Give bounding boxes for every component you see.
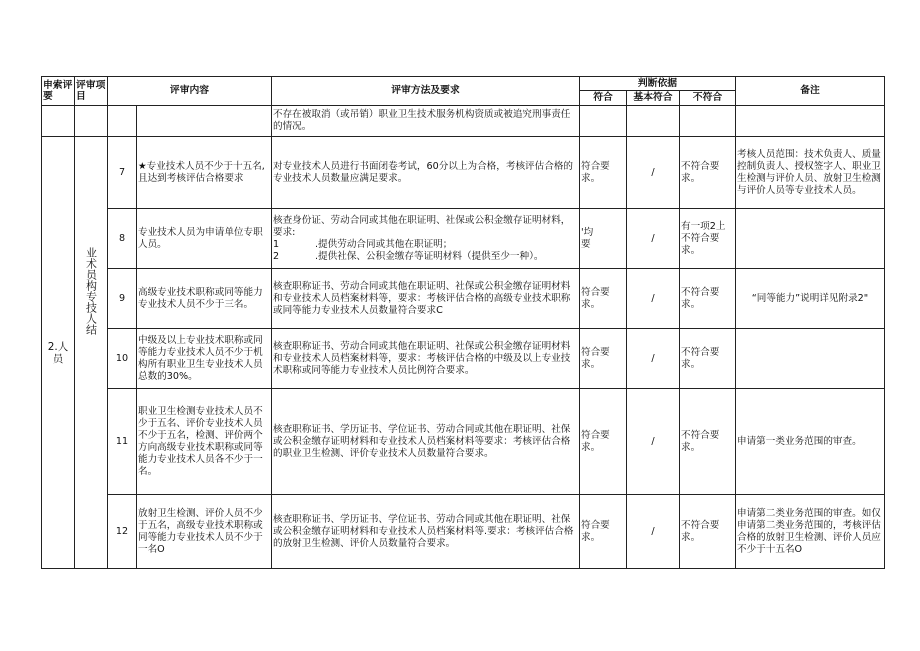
method-item: 2 .提供社保、公积金缴存等证明材料（提供至少一种）。 [273, 250, 544, 262]
row-remarks [736, 329, 885, 389]
row-conform: '均要 [580, 209, 627, 269]
row-basic: / [627, 137, 680, 209]
header-judgement: 判断依据 [580, 77, 736, 91]
row-remarks: 申请第一类业务范围的审查。 [736, 389, 885, 495]
row-method: 核查职称证书、学历证书、学位证书、劳动合同或其他在职证明、社保或公积金缴存证明材料和专业技术人员档案材料等要求：考核评估合格的职业卫生检测、评价专业技术人员数量符合要求。 [272, 389, 580, 495]
row-number: 11 [108, 389, 137, 495]
row-method: 核查职称证书、劳动合同或其他在职证明、社保或公积金缴存证明材料和专业技术人员档案材料等，要求：考核评估合格的高级专业技术职称或同等能力专业技术人员数量符合要求C [272, 269, 580, 329]
row-conform: 符合要求。 [580, 389, 627, 495]
row-basic: / [627, 269, 680, 329]
row-content: ★专业技术人员不少于十五名,且达到考核评估合格要求 [137, 137, 272, 209]
row-method: 核查职称证书、学历证书、学位证书、劳动合同或其他在职证明、社保或公积金缴存证明材料和专业技术人员档案材料等.要求：考核评估合格的放射卫生检测、评价人员数量符合要求。 [272, 495, 580, 569]
header-nonconform: 不符合 [680, 91, 736, 106]
section-sublabel: 业术员构专技人结 [75, 137, 108, 569]
row-nonconform: 不符合要求。 [680, 137, 736, 209]
row-content: 中级及以上专业技术职称或同等能力专业技术人员不少于机构所有职业卫生专业技术人员总数的30%。 [137, 329, 272, 389]
section-label: 2.人员 [42, 137, 75, 569]
table-row [42, 209, 885, 269]
table-row [42, 137, 885, 209]
table-row [42, 389, 885, 495]
row-content: 高级专业技术职称或同等能力专业技术人员不少于三名。 [137, 269, 272, 329]
table-row [42, 329, 885, 389]
table-row [42, 495, 885, 569]
row-number: 8 [108, 209, 137, 269]
row-basic: / [627, 209, 680, 269]
carryover-method: 不存在被取消（或吊销）职业卫生技术服务机构资质或被追究刑事责任的情况。 [272, 106, 580, 137]
row-remarks [736, 209, 885, 269]
row-nonconform: 有一项2上不符合要求。 [680, 209, 736, 269]
method-item: 1 .提供劳动合同或其他在职证明； [273, 238, 453, 250]
header-method: 评审方法及要求 [272, 77, 580, 106]
row-content: 放射卫生检测、评价人员不少于五名，高级专业技术职称或同等能力专业技术人员不少于一名O [137, 495, 272, 569]
header-remarks: 备注 [736, 77, 885, 106]
row-remarks: “同等能力”说明详见附录2" [736, 269, 885, 329]
table-row [42, 269, 885, 329]
review-table [41, 76, 885, 569]
row-method: 核查职称证书、劳动合同或其他在职证明、社保或公积金缴存证明材料和专业技术人员档案材料等，要求：考核评估合格的中级及以上专业技术职称或同等能力专业技术人员比例符合要求。 [272, 329, 580, 389]
row-number: 7 [108, 137, 137, 209]
row-basic: / [627, 389, 680, 495]
row-number: 10 [108, 329, 137, 389]
row-basic: / [627, 495, 680, 569]
row-conform: 符合要求。 [580, 137, 627, 209]
header-content: 评审内容 [108, 77, 272, 106]
table-row [42, 106, 885, 137]
row-conform: 符合要求。 [580, 495, 627, 569]
row-nonconform: 不符合要求。 [680, 329, 736, 389]
row-nonconform: 不符合要求。 [680, 389, 736, 495]
row-basic: / [627, 329, 680, 389]
header-conform: 符合 [580, 91, 627, 106]
row-content: 专业技术人员为申请单位专职人员。 [137, 209, 272, 269]
row-remarks: 申请第二类业务范围的审查。如仅申请第二类业务范围的，考核评估合格的放射卫生检测、评价人员应不少于十五名O [736, 495, 885, 569]
row-remarks: 考核人员范围：技术负责人、质量控制负责人、授权签字人、职业卫生检测与评价人员、放射卫生检测与评价人员等专业技术人员。 [736, 137, 885, 209]
row-number: 9 [108, 269, 137, 329]
row-conform: 符合要求。 [580, 269, 627, 329]
header-basic: 基本符合 [627, 91, 680, 106]
header-sequence: 申索评要 [42, 77, 75, 106]
method-intro: 核查身份证、劳动合同或其他在职证明、社保或公积金缴存证明材料，要求: [273, 214, 571, 238]
row-nonconform: 不符合要求。 [680, 495, 736, 569]
header-item: 评审项目 [75, 77, 108, 106]
row-nonconform: 不符合要求。 [680, 269, 736, 329]
row-content: 职业卫生检测专业技术人员不少于五名、评价专业技术人员不少于五名，检测、评价两个方向高级专业技术职称或同等能力专业技术人员各不少于一名。 [137, 389, 272, 495]
row-method: 对专业技术人员进行书面闭卷考试，60分以上为合格，考核评估合格的专业技术人员数量应满足要求。 [272, 137, 580, 209]
row-conform: 符合要求。 [580, 329, 627, 389]
row-number: 12 [108, 495, 137, 569]
row-method [272, 209, 580, 269]
